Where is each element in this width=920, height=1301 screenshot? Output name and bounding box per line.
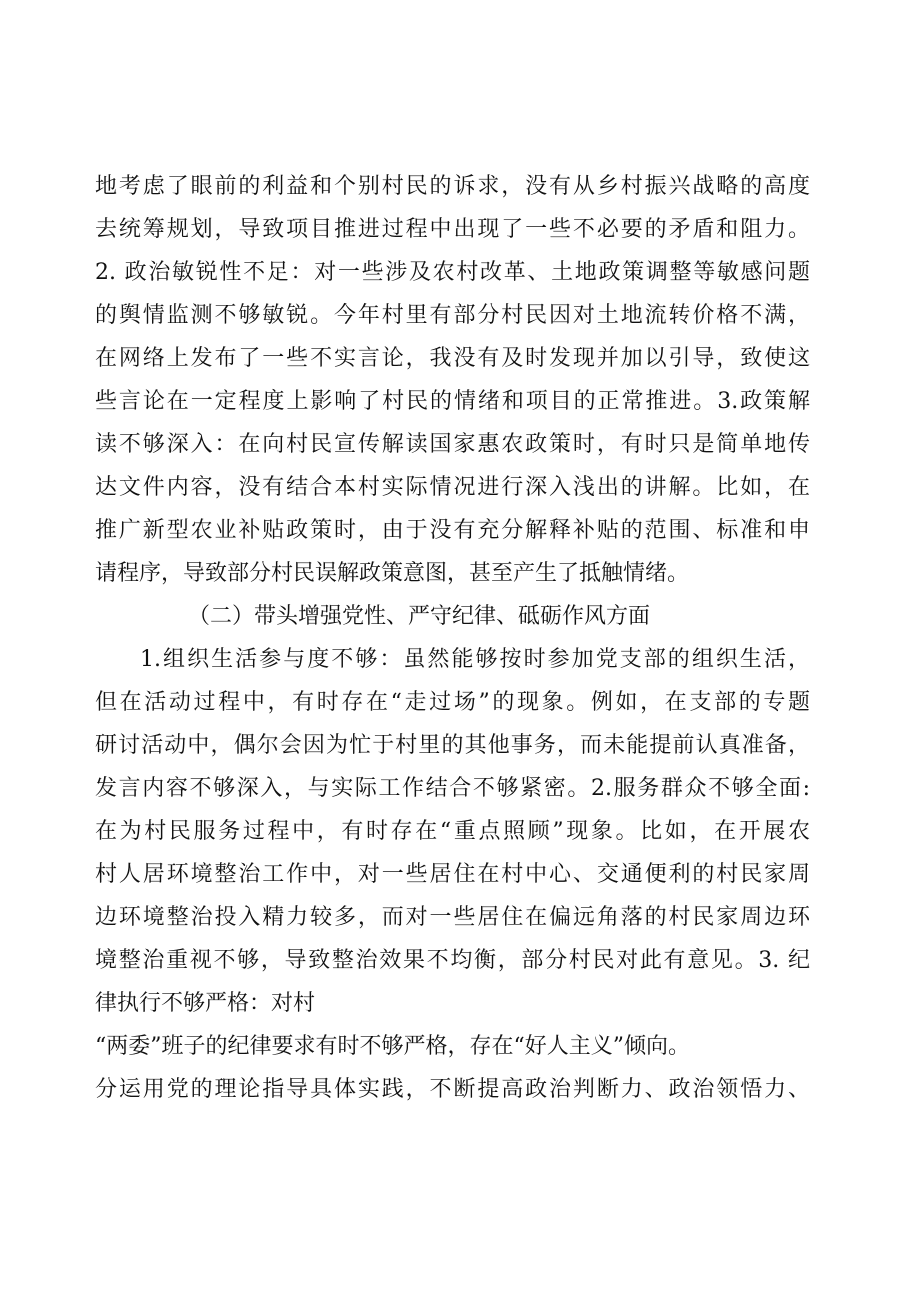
body-text-line: 研讨活动中，偶尔会因为忙于村里的其他事务，而未能提前认真准备， — [95, 733, 810, 758]
body-text-line: 请程序，导致部分村民误解政策意图，甚至产生了抵触情绪。 — [95, 561, 690, 586]
body-text-line: 达文件内容，没有结合本村实际情况进行深入浅出的讲解。比如，在 — [95, 475, 810, 500]
body-text-line: 但在活动过程中，有时存在“走过场”的现象。例如，在支部的专题 — [95, 690, 810, 715]
body-text-line: 2. 政治敏锐性不足：对一些涉及农村改革、土地政策调整等敏感问题 — [95, 260, 810, 285]
body-text-line: “两委”班子的纪律要求有时不够严格，存在“好人主义”倾向。 — [95, 1034, 690, 1059]
body-text-line: 去统筹规划，导致项目推进过程中出现了一些不必要的矛盾和阻力。 — [95, 217, 810, 242]
body-text-line: 在网络上发布了一些不实言论，我没有及时发现并加以引导，致使这 — [95, 346, 810, 371]
body-text-line: 村人居环境整治工作中，对一些居住在村中心、交通便利的村民家周 — [95, 862, 810, 887]
body-text-line: 境整治重视不够，导致整治效果不均衡，部分村民对此有意见。3. 纪 — [95, 948, 810, 973]
body-text-line: 发言内容不够深入，与实际工作结合不够紧密。2.服务群众不够全面: — [95, 776, 810, 801]
body-text-line: 分运用党的理论指导具体实践，不断提高政治判断力、政治领悟力、 — [95, 1077, 810, 1102]
body-text-line: 些言论在一定程度上影响了村民的情绪和项目的正常推进。3.政策解 — [95, 389, 810, 414]
body-text-line: 的舆情监测不够敏锐。今年村里有部分村民因对土地流转价格不满， — [95, 303, 810, 328]
paragraph-first-line: 1.组织生活参与度不够：虽然能够按时参加党支部的组织生活， — [140, 647, 810, 672]
body-text-line: 读不够深入：在向村民宣传解读国家惠农政策时，有时只是简单地传 — [95, 432, 810, 457]
body-text-line: 在为村民服务过程中，有时存在“重点照顾”现象。比如，在开展农 — [95, 819, 810, 844]
body-text-line: 边环境整治投入精力较多，而对一些居住在偏远角落的村民家周边环 — [95, 905, 810, 930]
body-text-line: 律执行不够严格：对村 — [95, 991, 316, 1016]
body-text-line: 地考虑了眼前的利益和个别村民的诉求，没有从乡村振兴战略的高度 — [95, 174, 810, 199]
body-text-line: 推广新型农业补贴政策时，由于没有充分解释补贴的范围、标准和申 — [95, 518, 810, 543]
section-heading: （二）带头增强党性、严守纪律、砥砺作风方面 — [188, 604, 651, 629]
